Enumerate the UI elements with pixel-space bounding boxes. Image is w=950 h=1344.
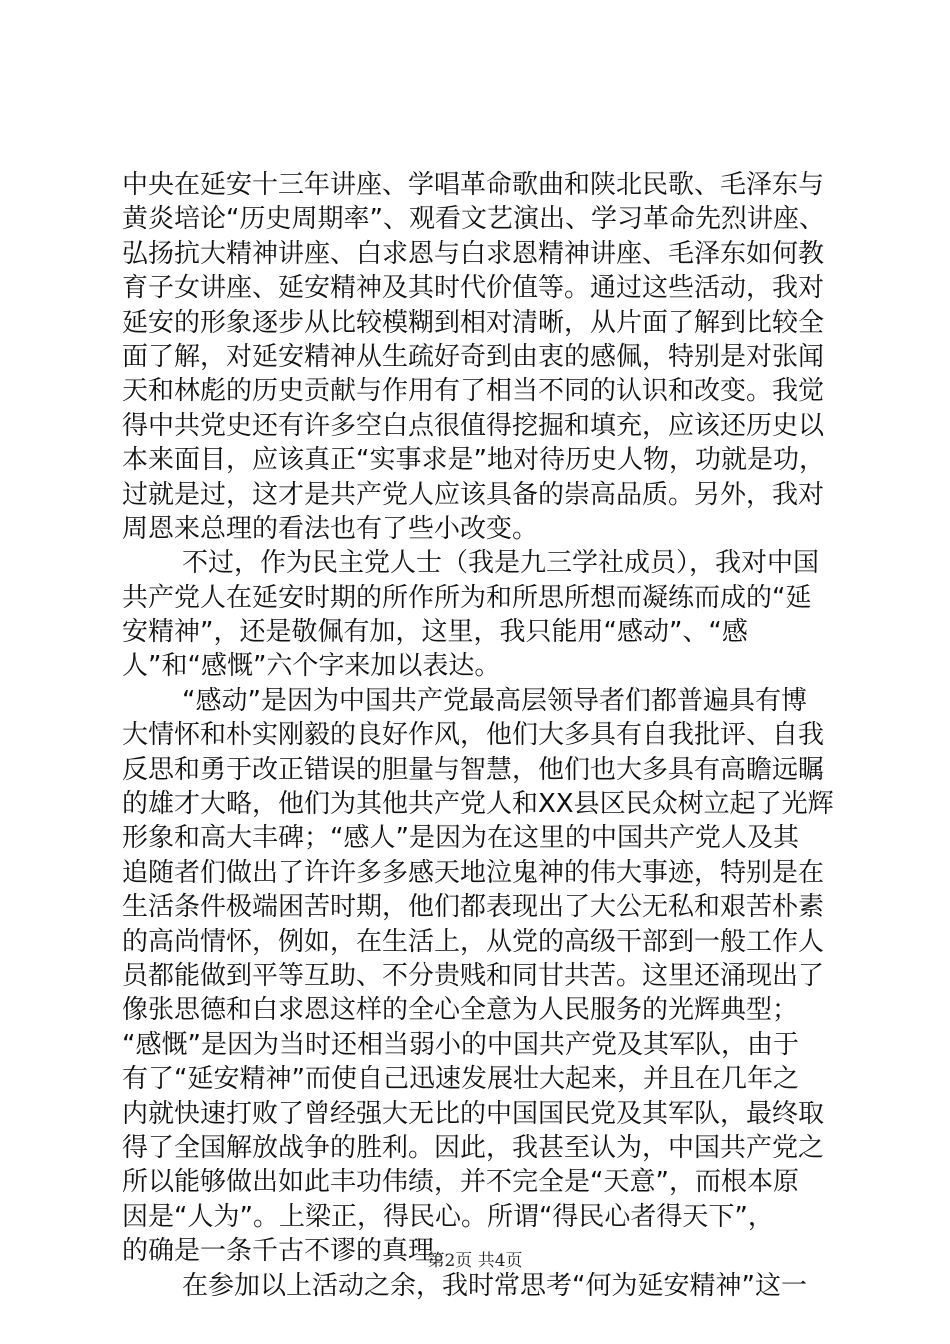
- text-line: 安精神”，还是敬佩有加，这里，我只能用“感动”、“感: [122, 617, 748, 648]
- text-line: 的高尚情怀，例如，在生活上，从党的高级干部到一般工作人: [122, 926, 825, 957]
- text-line: 人”和“感慨”六个字来加以表达。: [122, 651, 501, 682]
- text-line: 像张思德和白求恩这样的全心全意为人民服务的光辉典型；: [122, 995, 799, 1026]
- text-line: 因是“人为”。上梁正，得民心。所谓“得民心者得天下”，: [122, 1201, 774, 1232]
- text-line: 面了解，对延安精神从生疏好奇到由衷的感佩，特别是对张闻: [122, 341, 825, 372]
- text-line: 有了“延安精神”而使自己迅速发展壮大起来，并且在几年之: [122, 1064, 799, 1095]
- text-line: 的确是一条千古不谬的真理。: [122, 1236, 461, 1267]
- text-line: 天和林彪的历史贡献与作用有了相当不同的认识和改变。我觉: [122, 376, 825, 407]
- text-line: 育子女讲座、延安精神及其时代价值等。通过这些活动，我对: [122, 273, 825, 304]
- text-line: 的雄才大略，他们为其他共产党人和XX县区民众树立起了光辉: [122, 789, 834, 820]
- page-footer: 第2页 共4页: [427, 1251, 523, 1271]
- text-line: 得了全国解放战争的胜利。因此，我甚至认为，中国共产党之: [122, 1132, 825, 1163]
- text-line: 追随者们做出了许许多多感天地泣鬼神的伟大事迹，特别是在: [122, 857, 825, 888]
- paragraph-start-line: 在参加以上活动之余，我时常思考“何为延安精神”这一: [182, 1270, 807, 1301]
- text-line: 大情怀和朴实刚毅的良好作风，他们大多具有自我批评、自我: [122, 720, 825, 751]
- body-text: [122, 168, 842, 1303]
- text-line: 过就是过，这才是共产党人应该具备的崇高品质。另外，我对: [122, 479, 825, 510]
- text-line: 本来面目，应该真正“实事求是”地对待历史人物，功就是功，: [122, 445, 825, 476]
- text-line: 形象和高大丰碑；“感人”是因为在这里的中国共产党人及其: [122, 823, 799, 854]
- text-line: 所以能够做出如此丰功伟绩，并不完全是“天意”，而根本原: [122, 1167, 799, 1198]
- text-line: 得中共党史还有许多空白点很值得挖掘和填充，应该还历史以: [122, 410, 825, 441]
- text-line: 内就快速打败了曾经强大无比的中国国民党及其军队，最终取: [122, 1098, 825, 1129]
- text-line: 黄炎培论“历史周期率”、观看文艺演出、学习革命先烈讲座、: [122, 204, 825, 235]
- text-line: 中央在延安十三年讲座、学唱革命歌曲和陕北民歌、毛泽东与: [122, 170, 825, 200]
- paragraph-start-line: 不过，作为民主党人士（我是九三学社成员），我对中国: [182, 548, 820, 579]
- text-line: 周恩来总理的看法也有了些小改变。: [122, 513, 539, 544]
- text-line: 弘扬抗大精神讲座、白求恩与白求恩精神讲座、毛泽东如何教: [122, 238, 825, 269]
- text-line: 生活条件极端困苦时期，他们都表现出了大公无私和艰苦朴素: [122, 892, 825, 923]
- text-line: 延安的形象逐步从比较模糊到相对清晰，从片面了解到比较全: [122, 307, 825, 338]
- paragraph-start-line: “感动”是因为中国共产党最高层领导者们都普遍具有博: [182, 685, 807, 716]
- text-line: 员都能做到平等互助、不分贵贱和同甘共苦。这里还涌现出了: [122, 960, 825, 991]
- text-line: “感慨”是因为当时还相当弱小的中国共产党及其军队，由于: [122, 1029, 799, 1060]
- text-line: 反思和勇于改正错误的胆量与智慧，他们也大多具有高瞻远瞩: [122, 754, 825, 785]
- text-line: 共产党人在延安时期的所作所为和所思所想而凝练而成的“延: [122, 582, 812, 613]
